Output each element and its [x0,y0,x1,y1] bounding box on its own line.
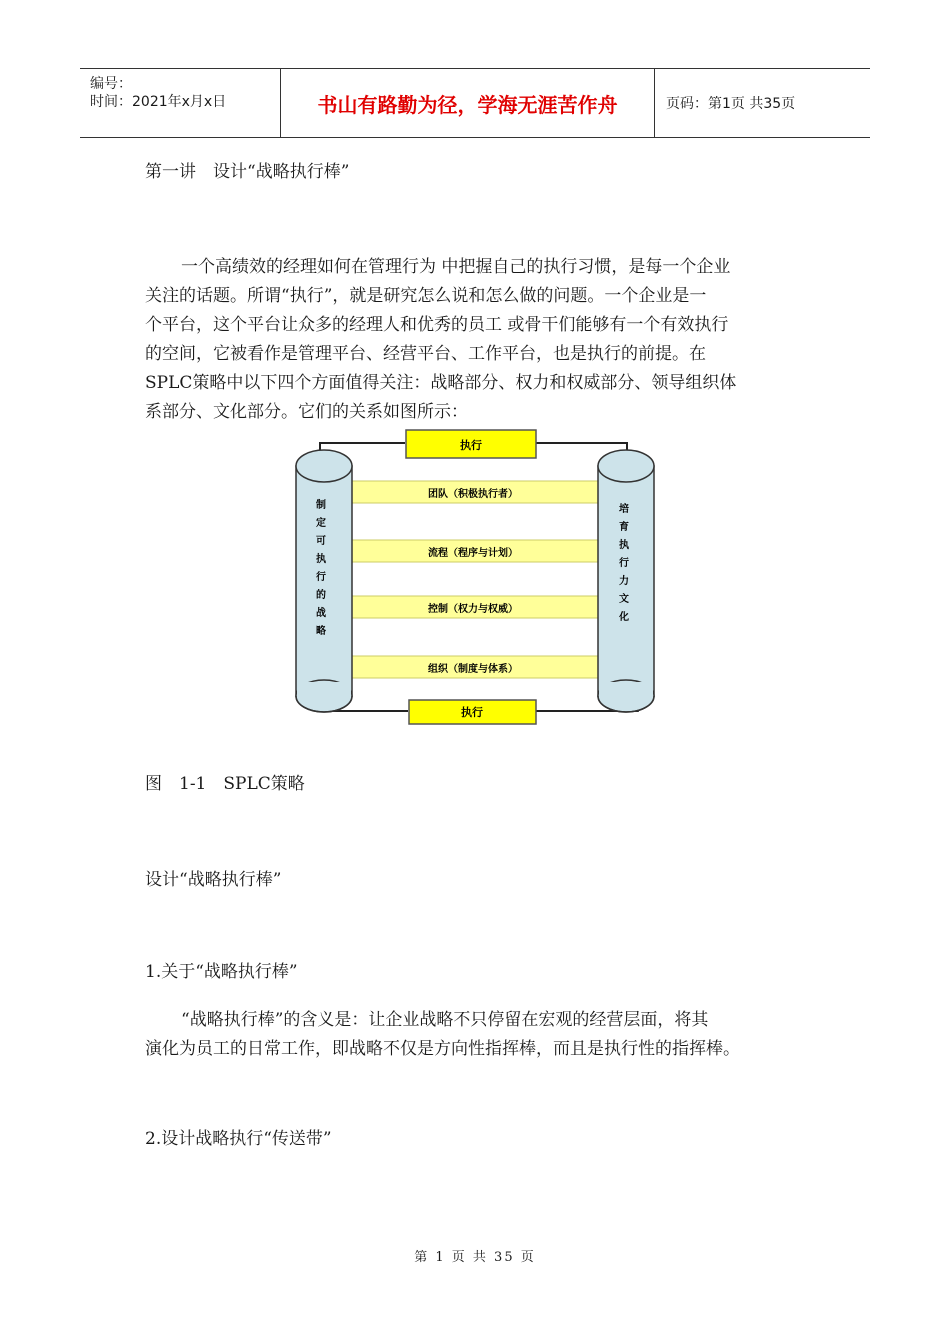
bar-control-label: 控制（权力与权威） [428,604,518,615]
intro-line: 个平台，这个平台让众多的经理人和优秀的员工 或骨干们能够有一个有效执行 [145,315,729,335]
right-pillar-char: 执 [619,540,629,551]
header-motto: 书山有路勤为径，学海无涯苦作舟 [281,69,655,137]
right-pillar-char: 培 [619,504,629,515]
left-pillar-char: 定 [316,518,326,529]
left-pillar-char: 略 [316,626,326,637]
bar-process-label: 流程（程序与计划） [428,548,518,559]
subsection-2-title: 2.设计战略执行“传送带” [145,1129,332,1149]
page-header [80,68,870,138]
left-pillar-char: 战 [316,608,326,619]
left-pillar-char: 可 [316,536,326,547]
right-pillar-char: 力 [619,576,629,587]
right-pillar-char: 化 [619,612,629,623]
number-label: 编号： [90,76,132,92]
right-pillar-char: 育 [619,522,629,533]
intro-line: 的空间，它被看作是管理平台、经营平台、工作平台，也是执行的前提。在 [145,344,706,364]
lecture-title: 第一讲 设计“战略执行棒” [145,162,350,182]
sub1-line: 演化为员工的日常工作，即战略不仅是方向性指挥棒，而且是执行性的指挥棒。 [145,1039,740,1059]
page-footer: 第 1 页 共 35 页 [414,1250,536,1265]
intro-line: 一个高绩效的经理如何在管理行为 中把握自己的执行习惯，是每一个企业 [181,257,731,277]
splc-diagram [290,422,660,730]
right-pillar-char: 行 [619,558,629,569]
intro-line: 系部分、文化部分。它们的关系如图所示： [145,402,468,422]
bottom-execute-label: 执行 [461,706,483,719]
figure-caption: 图 1-1 SPLC策略 [145,774,305,794]
section-title: 设计“战略执行棒” [145,870,282,890]
subsection-1-title: 1.关于“战略执行棒” [145,962,298,982]
intro-line: SPLC策略中以下四个方面值得关注：战略部分、权力和权威部分、领导组织体 [145,373,737,393]
left-pillar-char: 行 [316,572,326,583]
bar-team-label: 团队（积极执行者） [428,489,518,500]
bar-organization-label: 组织（制度与体系） [428,664,518,675]
left-pillar-char: 执 [316,554,326,565]
subsection-1-paragraph [145,1006,815,1064]
right-pillar-char: 文 [619,594,629,605]
intro-paragraph [145,253,815,427]
left-pillar-char: 制 [316,500,326,511]
top-execute-label: 执行 [460,439,482,452]
header-meta-cell [80,69,281,137]
time-label: 时间：2021年x月x日 [90,94,227,110]
left-pillar-char: 的 [316,590,326,601]
header-page-info: 页码：第1页 共35页 [666,96,796,112]
intro-line: 关注的话题。所谓“执行”，就是研究怎么说和怎么做的问题。一个企业是一 [145,286,707,306]
sub1-line: “战略执行棒”的含义是：让企业战略不只停留在宏观的经营层面，将其 [181,1010,709,1030]
